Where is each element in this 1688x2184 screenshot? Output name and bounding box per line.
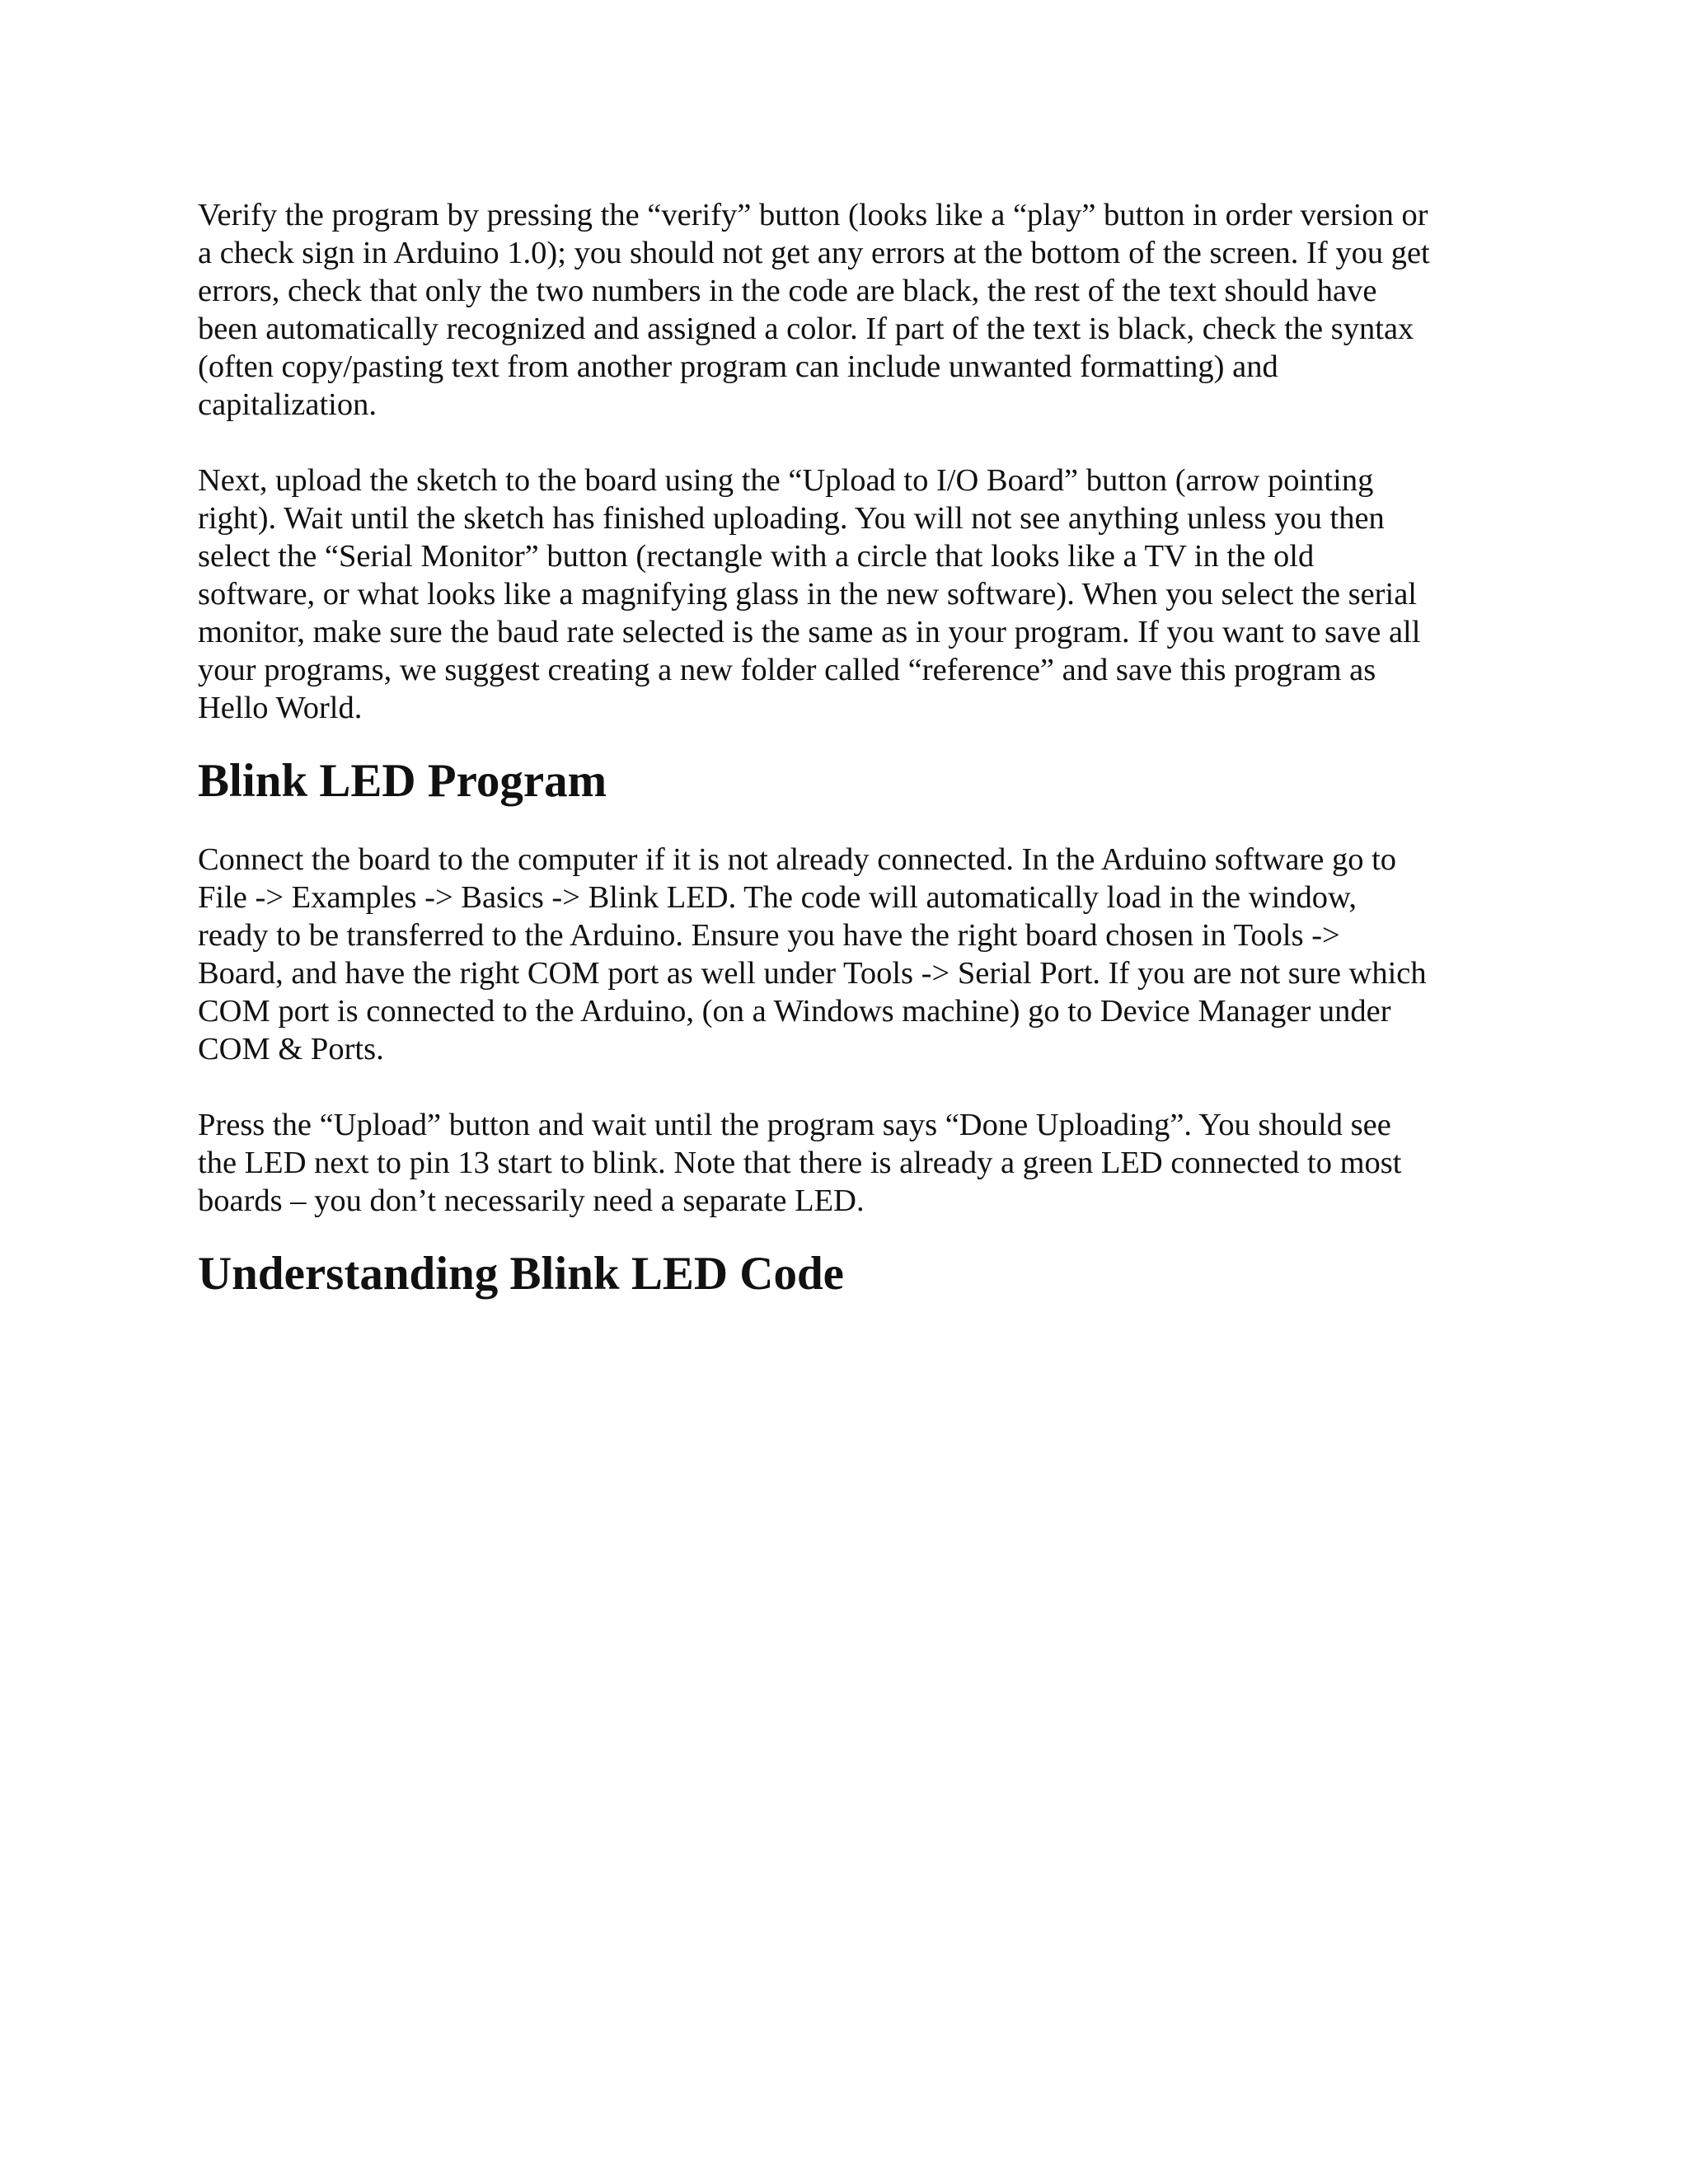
text-line: monitor, make sure the baud rate selected is the same as in your program. If you want to save all bbox=[198, 615, 1421, 649]
text-line: Connect the board to the computer if it is not already connected. In the Arduino software go to bbox=[198, 842, 1397, 877]
text-line: a check sign in Arduino 1.0); you should not get any errors at the bottom of the screen. If you get bbox=[198, 236, 1430, 270]
text-line: Next, upload the sketch to the board using the “Upload to I/O Board” button (arrow pointing bbox=[198, 463, 1374, 498]
text-line: File -> Examples -> Basics -> Blink LED. The code will automatically load in the window, bbox=[198, 880, 1357, 915]
text-line: errors, check that only the two numbers in the code are black, the rest of the text should have bbox=[198, 274, 1377, 308]
text-line: (often copy/pasting text from another program can include unwanted formatting) and bbox=[198, 349, 1278, 384]
text-line: right). Wait until the sketch has finished uploading. You will not see anything unless you then bbox=[198, 501, 1385, 536]
text-line: software, or what looks like a magnifying glass in the new software). When you select the serial bbox=[198, 577, 1417, 612]
text-line: capitalization. bbox=[198, 387, 377, 422]
text-line: Hello World. bbox=[198, 691, 363, 725]
text-line: Board, and have the right COM port as well under Tools -> Serial Port. If you are not sure which bbox=[198, 956, 1427, 991]
document-page bbox=[198, 196, 1500, 1301]
paragraph-verify bbox=[198, 196, 1500, 424]
text-line: boards – you don’t necessarily need a separate LED. bbox=[198, 1183, 865, 1218]
text-line: Verify the program by pressing the “verify” button (looks like a “play” button in order version or bbox=[198, 198, 1428, 232]
heading-understanding-blink-led-code: Understanding Blink LED Code bbox=[198, 1248, 844, 1300]
text-line: ready to be transferred to the Arduino. Ensure you have the right board chosen in Tools -> bbox=[198, 918, 1340, 953]
paragraph-connect bbox=[198, 841, 1500, 1068]
heading-blink-led-program: Blink LED Program bbox=[198, 755, 607, 807]
text-line: COM & Ports. bbox=[198, 1032, 384, 1066]
text-line: your programs, we suggest creating a new folder called “reference” and save this program as bbox=[198, 653, 1376, 687]
text-line: COM port is connected to the Arduino, (on a Windows machine) go to Device Manager under bbox=[198, 994, 1391, 1029]
text-line: Press the “Upload” button and wait until the program says “Done Uploading”. You should see bbox=[198, 1108, 1391, 1142]
paragraph-press-upload bbox=[198, 1106, 1500, 1220]
text-line: been automatically recognized and assigned a color. If part of the text is black, check the syntax bbox=[198, 312, 1414, 346]
text-line: select the “Serial Monitor” button (rectangle with a circle that looks like a TV in the old bbox=[198, 539, 1315, 574]
paragraph-upload bbox=[198, 462, 1500, 727]
text-line: the LED next to pin 13 start to blink. Note that there is already a green LED connected to most bbox=[198, 1146, 1402, 1180]
